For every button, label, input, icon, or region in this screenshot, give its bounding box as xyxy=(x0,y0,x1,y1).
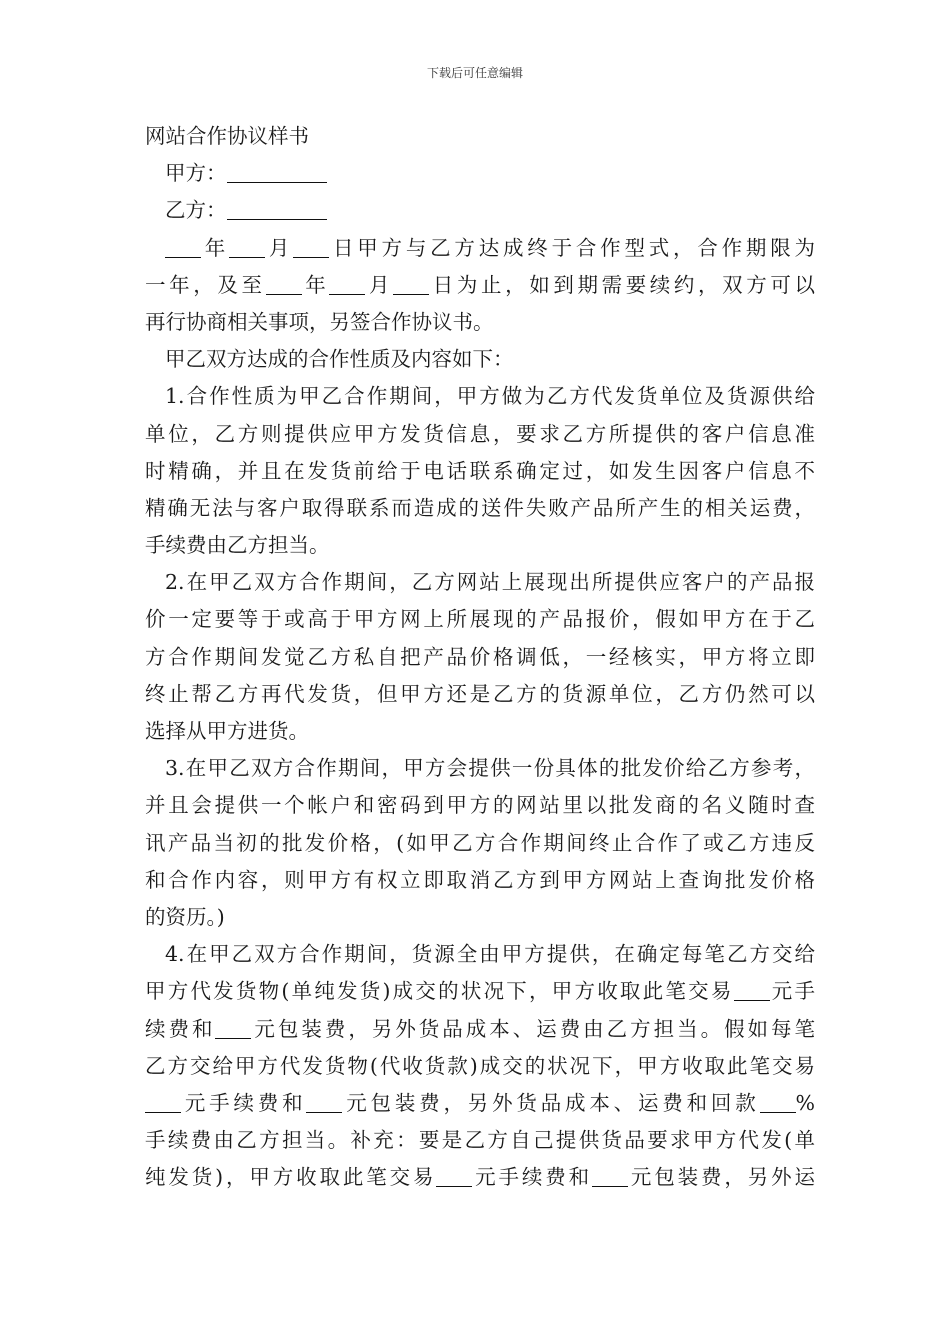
text-segment: % xyxy=(795,1090,816,1115)
text-segment: 元包装费，另外运 xyxy=(628,1165,816,1190)
end-day-blank[interactable] xyxy=(393,272,429,295)
term-line-2 xyxy=(145,267,815,304)
text-segment: 纯发货)，甲方收取此笔交易 xyxy=(145,1165,437,1190)
fee-blank[interactable] xyxy=(145,1090,181,1113)
clause-1-line: 手续费由乙方担当。 xyxy=(145,533,330,558)
fee-blank[interactable] xyxy=(436,1164,472,1187)
clause-4-line: 乙方交给甲方代发货物(代收货款)成交的状况下，甲方收取此笔交易 xyxy=(145,1053,815,1078)
clause-3-line: 并且会提供一个帐户和密码到甲方的网站里以批发商的名义随时查 xyxy=(145,793,815,818)
text-segment: 一年，及至 xyxy=(145,272,266,297)
clause-4-line xyxy=(145,1085,815,1122)
fee-blank[interactable] xyxy=(734,978,770,1001)
packaging-fee-blank[interactable] xyxy=(215,1016,251,1039)
clause-4-line xyxy=(145,1159,815,1196)
clause-1-line: 1.合作性质为甲乙合作期间，甲方做为乙方代发货单位及货源供给 xyxy=(165,384,815,409)
clause-2-line: 选择从甲方进货。 xyxy=(145,719,309,743)
party-b-blank[interactable] xyxy=(227,197,327,220)
text-segment: 年 xyxy=(201,235,230,260)
term-line-1 xyxy=(145,230,815,267)
clause-1-line: 精确无法与客户取得联系而造成的送件失败产品所产生的相关运费， xyxy=(145,495,815,520)
text-segment: 月 xyxy=(365,272,394,297)
clause-4-line: 4.在甲乙双方合作期间，货源全由甲方提供，在确定每笔乙方交给 xyxy=(165,942,815,967)
clause-3-line: 的资历。) xyxy=(145,904,225,929)
clause-3-line: 和合作内容，则甲方有权立即取消乙方到甲方网站上查询批发价格 xyxy=(145,867,815,892)
start-day-blank[interactable] xyxy=(293,235,329,258)
document-title: 网站合作协议样书 xyxy=(145,124,309,148)
packaging-fee-blank[interactable] xyxy=(592,1164,628,1187)
party-b-label: 乙方： xyxy=(165,198,227,223)
text-segment: 年 xyxy=(301,272,330,297)
clause-2-line: 价一定要等于或高于甲方网上所展现的产品报价，假如甲方在于乙 xyxy=(145,607,815,632)
clause-2-line: 终止帮乙方再代发货，但甲方还是乙方的货源单位，乙方仍然可以 xyxy=(145,681,815,706)
percent-blank[interactable] xyxy=(760,1090,796,1113)
end-month-blank[interactable] xyxy=(329,272,365,295)
clause-3-line: 讯产品当初的批发价格，(如甲乙方合作期间终止合作了或乙方违反 xyxy=(145,830,815,855)
clause-2-line: 2.在甲乙双方合作期间，乙方网站上展现出所提供应客户的产品报 xyxy=(165,570,815,595)
clause-4-line xyxy=(145,973,815,1010)
text-segment: 甲方代发货物(单纯发货)成交的状况下，甲方收取此笔交易 xyxy=(145,979,734,1004)
clause-4-line: 手续费由乙方担当。补充：要是乙方自己提供货品要求甲方代发(单 xyxy=(145,1128,815,1153)
clause-1-line: 时精确，并且在发货前给于电话联系确定过，如发生因客户信息不 xyxy=(145,458,815,483)
text-segment: 日甲方与乙方达成终于合作型式，合作期限为 xyxy=(329,235,816,260)
clause-1-line: 单位，乙方则提供应甲方发货信息，要求乙方所提供的客户信息准 xyxy=(145,421,815,446)
end-year-blank[interactable] xyxy=(266,272,302,295)
text-segment: 元手续费和 xyxy=(472,1165,593,1190)
header-note: 下载后可任意编辑 xyxy=(426,66,523,80)
text-segment: 元手续费和 xyxy=(181,1090,307,1115)
packaging-fee-blank[interactable] xyxy=(306,1090,342,1113)
text-segment: 月 xyxy=(265,235,294,260)
text-segment: 元手 xyxy=(769,979,815,1004)
clause-3-line: 3.在甲乙双方合作期间，甲方会提供一份具体的批发价给乙方参考， xyxy=(165,756,815,781)
clause-4-line xyxy=(145,1011,815,1048)
party-a-line xyxy=(145,155,815,192)
party-b-line xyxy=(145,192,815,229)
party-a-blank[interactable] xyxy=(227,160,327,183)
clause-2-line: 方合作期间发觉乙方私自把产品价格调低，一经核实，甲方将立即 xyxy=(145,644,815,669)
agreement-body xyxy=(145,118,815,1196)
term-line-3: 再行协商相关事项，另签合作协议书。 xyxy=(145,309,494,334)
text-segment: 续费和 xyxy=(145,1016,216,1041)
text-segment: 元包装费，另外货品成本、运费和回款 xyxy=(342,1090,760,1115)
start-year-blank[interactable] xyxy=(165,235,201,258)
text-segment: 日为止，如到期需要续约，双方可以 xyxy=(429,272,816,297)
party-a-label: 甲方： xyxy=(165,161,227,186)
text-segment: 元包装费，另外货品成本、运费由乙方担当。假如每笔 xyxy=(251,1016,816,1041)
intro-line: 甲乙双方达成的合作性质及内容如下： xyxy=(165,347,514,372)
start-month-blank[interactable] xyxy=(229,235,265,258)
